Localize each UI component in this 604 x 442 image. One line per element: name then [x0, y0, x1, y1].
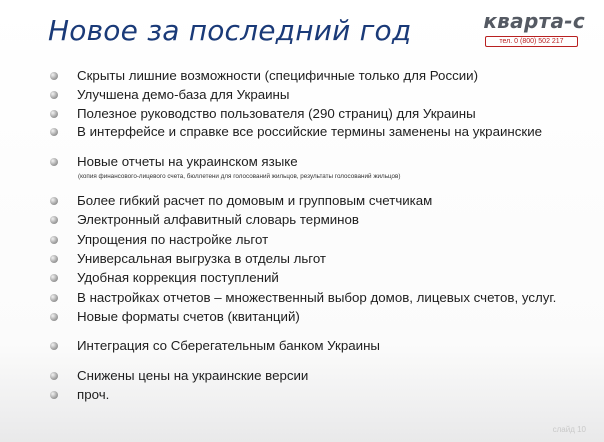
reports-note: (копия финансового-лицевого счета, бюллетени для голосований жильцов, результаты голосований жильцов) [78, 173, 401, 180]
logo-wordmark: кварта-с [483, 9, 585, 33]
list-item-text: Электронный алфавитный словарь терминов [77, 212, 359, 227]
logo-phone: тел. 0 (800) 502 217 [485, 36, 578, 47]
bullet-icon [50, 236, 58, 244]
list-item-text: Снижены цены на украинские версии [77, 368, 309, 383]
bullet-icon [50, 197, 58, 205]
bullet-icon [50, 294, 58, 302]
list-item-text: проч. [77, 387, 110, 402]
slide-number: слайд 10 [552, 425, 586, 434]
list-item-text: Улучшена демо-база для Украины [77, 87, 290, 102]
bullet-icon [50, 391, 58, 399]
bullet-icon [50, 91, 58, 99]
list-item-text: Скрыты лишние возможности (специфичные только для России) [77, 68, 479, 83]
bullet-icon [50, 128, 58, 136]
list-item-text: Упрощения по настройке льгот [77, 232, 269, 247]
list-item-text: Новые форматы счетов (квитанций) [77, 309, 300, 324]
list-item-text: Полезное руководство пользователя (290 страниц) для Украины [77, 106, 476, 121]
list-item-text: Интеграция со Сберегательным банком Украины [77, 338, 380, 353]
bullet-icon [50, 72, 58, 80]
bullet-icon [50, 216, 58, 224]
list-item-text: Более гибкий расчет по домовым и групповым счетчикам [77, 193, 433, 208]
slide-title: Новое за последний год [48, 14, 412, 47]
list-item-text: Новые отчеты на украинском языке [77, 154, 298, 169]
list-item-text: Универсальная выгрузка в отделы льгот [77, 251, 327, 266]
list-item-text: Удобная коррекция поступлений [77, 270, 279, 285]
bullet-icon [50, 110, 58, 118]
bullet-icon [50, 342, 58, 350]
bullet-icon [50, 158, 58, 166]
bullet-icon [50, 255, 58, 263]
bullet-icon [50, 372, 58, 380]
bullet-icon [50, 313, 58, 321]
bullet-icon [50, 274, 58, 282]
list-item-text: В настройках отчетов – множественный выбор домов, лицевых счетов, услуг. [77, 290, 557, 305]
list-item-text: В интерфейсе и справке все российские термины заменены на украинские [77, 124, 543, 139]
